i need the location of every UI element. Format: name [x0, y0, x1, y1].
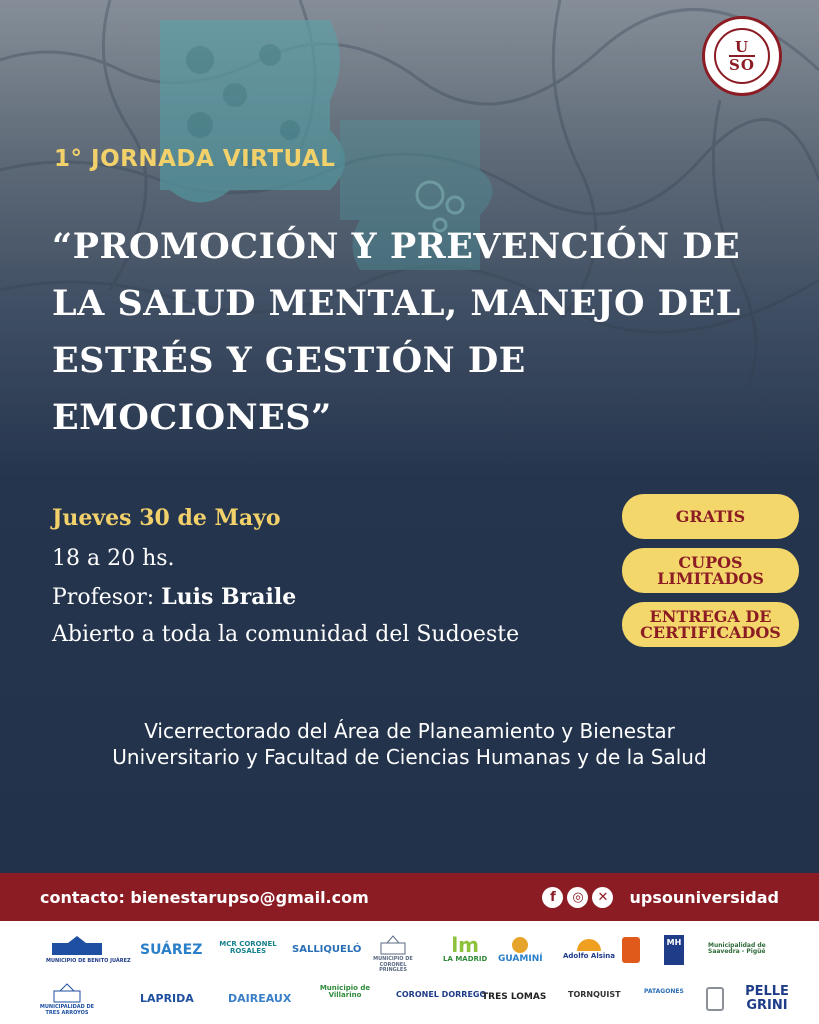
logo-top-letter: U	[734, 37, 750, 56]
muni-logo-villarino: Municipio de Villarino	[319, 984, 371, 1000]
logo-bottom-letters: SO	[729, 55, 755, 74]
badge-limited-line1: CUPOS	[678, 552, 743, 572]
instagram-icon[interactable]: ◎	[567, 887, 588, 908]
municipal-building-icon	[48, 935, 106, 957]
facebook-icon[interactable]: f	[542, 887, 563, 908]
social-handle[interactable]: upsouniversidad	[629, 887, 779, 907]
municipalities-logo-strip	[0, 921, 819, 1024]
badge-certificates-line1: ENTREGA DE	[649, 606, 772, 626]
contact-bar	[0, 873, 819, 921]
professor-label: Profesor:	[52, 585, 162, 610]
x-icon[interactable]: ✕	[592, 887, 613, 908]
badge-limited	[622, 548, 799, 593]
event-kicker: 1° JORNADA VIRTUAL	[54, 146, 336, 172]
muni-logo-guamini: GUAMINÍ	[498, 937, 543, 964]
contact-email[interactable]: contacto: bienestarupso@gmail.com	[40, 887, 369, 907]
muni-logo-monte-hermoso: MH	[664, 935, 684, 965]
muni-logo-saavedra: Municipalidad de Saavedra - Pigüé	[708, 942, 766, 956]
muni-logo-daireaux: DAIREAUX	[228, 992, 292, 1005]
badge-free	[622, 494, 799, 539]
municipal-building-icon	[50, 983, 84, 1003]
muni-logo-shield-orange	[622, 937, 640, 963]
event-title: “PROMOCIÓN Y PREVENCIÓN DE LA SALUD MENTAL, MANEJO DEL ESTRÉS Y GESTIÓN DE EMOCIONES”	[52, 226, 741, 438]
muni-logo-coronel-dorrego: CORONEL DORREGO	[396, 990, 487, 999]
muni-logo-tres-lomas: TRES LOMAS	[482, 992, 547, 1002]
muni-logo-salliquelo: SALLIQUELÓ	[292, 944, 362, 955]
muni-logo-la-madrid: lm LA MADRID	[443, 933, 488, 963]
badge-certificates-line2: CERTIFICADOS	[640, 622, 781, 642]
event-date: Jueves 30 de Mayo	[52, 505, 281, 531]
muni-logo-coronel-rosales: MCR CORONEL ROSALES	[219, 940, 277, 956]
upso-logo	[702, 16, 782, 96]
badge-certificates	[622, 602, 799, 647]
event-professor	[52, 584, 296, 610]
muni-logo-tres-arroyos: MUNICIPALIDAD DE TRES ARROYOS	[36, 983, 98, 1016]
badge-limited-line2: LIMITADOS	[657, 568, 764, 588]
event-time: 18 a 20 hs.	[52, 546, 175, 571]
badge-free-label: GRATIS	[675, 506, 746, 526]
event-audience: Abierto a toda la comunidad del Sudoeste	[52, 622, 520, 647]
muni-logo-adolfo-alsina: Adolfo Alsina	[563, 939, 615, 960]
muni-logo-shield-gray	[706, 987, 724, 1011]
muni-logo-suarez: SUÁREZ	[140, 942, 203, 958]
organizer-text	[0, 718, 819, 770]
muni-logo-benito-juarez: MUNICIPIO DE BENITO JUÁREZ	[46, 935, 108, 965]
muni-logo-tornquist: TORNQUIST	[568, 990, 621, 999]
professor-name: Luis Braile	[161, 584, 297, 610]
muni-logo-laprida: LAPRIDA	[140, 992, 194, 1005]
social-links	[542, 887, 779, 908]
organizer-line1: Vicerrectorado del Área de Planeamiento y Bienestar	[144, 719, 675, 743]
muni-logo-pellegrini: PELLE GRINI	[745, 984, 789, 1013]
organizer-line2: Universitario y Facultad de Ciencias Humanas y de la Salud	[112, 745, 707, 769]
muni-logo-patagones: PATAGONES	[644, 988, 684, 995]
muni-logo-coronel-pringles: MUNICIPIO DE CORONEL PRINGLES	[370, 935, 416, 973]
municipal-building-icon	[378, 935, 408, 955]
